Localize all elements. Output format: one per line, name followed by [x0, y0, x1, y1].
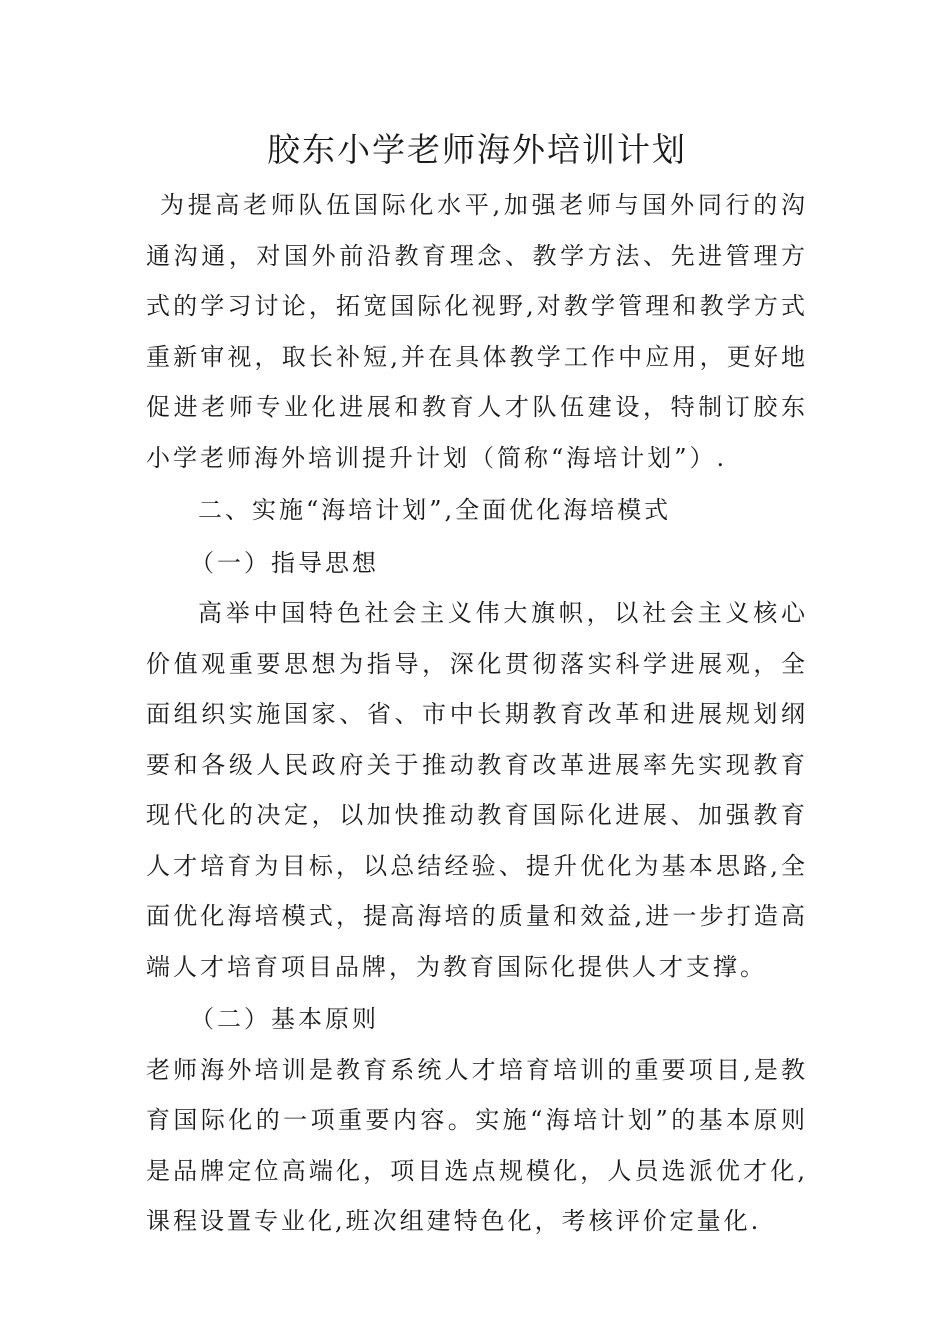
basic-principles-paragraph: 老师海外培训是教育系统人才培育培训的重要项目,是教育国际化的一项重要内容。实施“海培计划”的基本原则是品牌定位高端化，项目选点规模化，人员选派优才化,课程设置专业化,班次组建特色化，考核评价定量化.: [146, 1055, 808, 1235]
subsection-heading-basic-principles: （二）基本原则: [190, 1005, 379, 1033]
section-heading: 二、实施“海培计划”,全面优化海培模式: [198, 496, 672, 524]
intro-paragraph: 为提高老师队伍国际化水平,加强老师与国外同行的沟通沟通，对国外前沿教育理念、教学方法、先进管理方式的学习讨论，拓宽国际化视野,对教学管理和教学方式重新审视，取长补短,并在具体教学工作中应用，更好地促进老师专业化进展和教育人才队伍建设，特制订胶东小学老师海外培训提升计划（简称“海培计划”）.: [146, 191, 808, 472]
subsection-heading-guiding-ideology: （一）指导思想: [190, 548, 379, 577]
guiding-ideology-paragraph: 高举中国特色社会主义伟大旗帜，以社会主义核心价值观重要思想为指导，深化贯彻落实科学进展观，全面组织实施国家、省、市中长期教育改革和进展规划纲要和各级人民政府关于推动教育改革进展率先实现教育现代化的决定，以加快推动教育国际化进展、加强教育人才培育为目标，以总结经验、提升优化为基本思路,全面优化海培模式，提高海培的质量和效益,进一步打造高端人才培育项目品牌，为教育国际化提供人才支撑。: [146, 599, 808, 981]
document-title: 胶东小学老师海外培训计划: [267, 130, 687, 169]
document-page: [146, 120, 808, 1247]
